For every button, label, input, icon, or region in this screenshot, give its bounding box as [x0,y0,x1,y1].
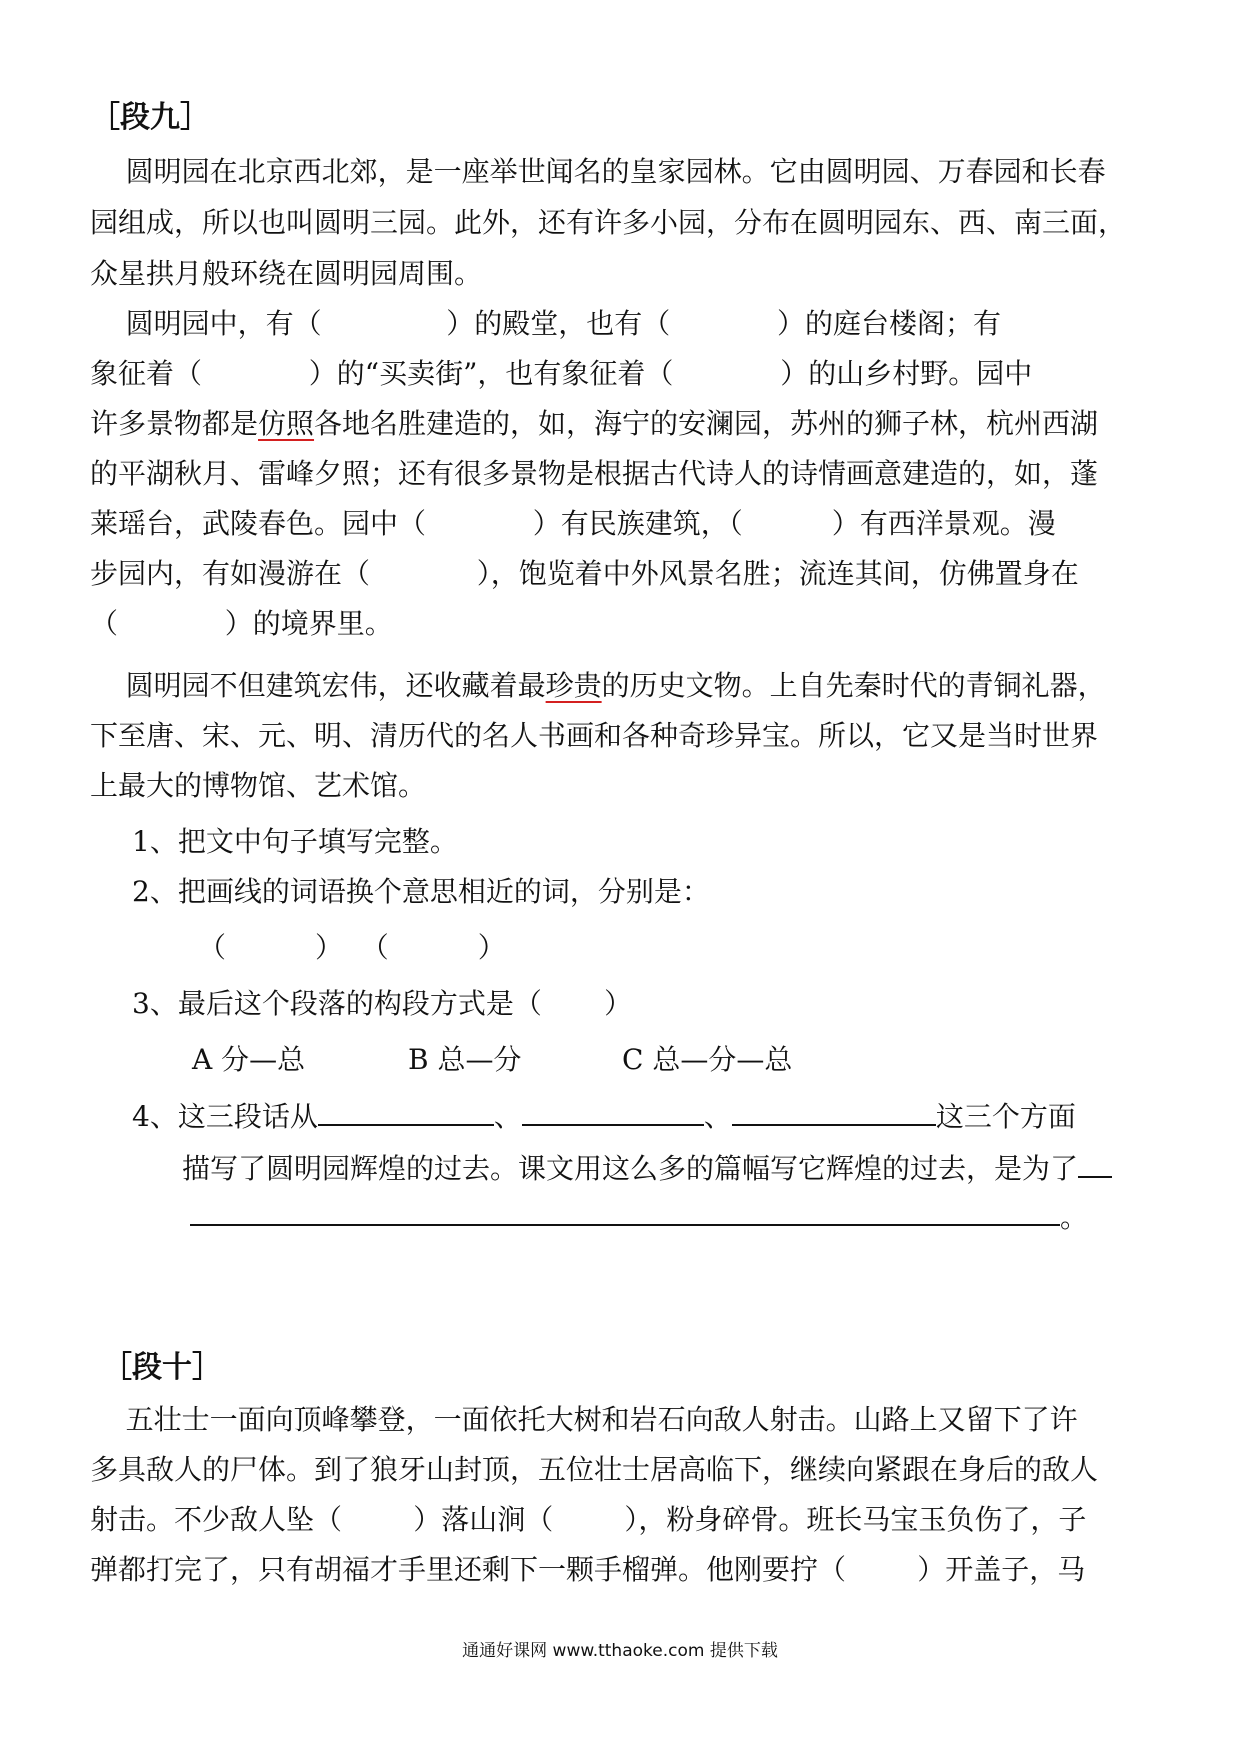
paragraph-line: 园组成，所以也叫圆明三园。此外，还有许多小园，分布在圆明园东、西、南三面， [90,206,1127,239]
underlined-word: 仿照 [258,407,315,440]
paragraph-line: 众星拱月般环绕在圆明园周围。 [90,257,483,290]
paragraph-line: 弹都打完了，只有胡福才手里还剩下一颗手榴弹。他刚要拧（ ）开盖子，马 [90,1553,1086,1586]
paragraph-line: （ ）的境界里。 [90,607,393,640]
section10-heading: ［段十］ [102,1350,222,1385]
question-1: 1、把文中句子填写完整。 [132,825,458,858]
answer-blank[interactable] [1078,1148,1112,1178]
option-c: C 总—分—总 [622,1043,793,1076]
paragraph-line: 上最大的博物馆、艺术馆。 [90,769,427,802]
text-span: 的历史文物。上自先秦时代的青铜礼器， [601,669,1106,702]
paragraph-line: 射击。不少敌人坠（ ）落山涧（ ），粉身碎骨。班长马宝玉负伤了，子 [90,1503,1087,1536]
paragraph-line: 圆明园中，有（ ）的殿堂，也有（ ）的庭台楼阁；有 [90,307,1002,340]
answer-blank[interactable] [318,1096,494,1126]
text-span: 、 [493,1100,522,1133]
footer-credit: 通通好课网 www.tthaoke.com 提供下载 [462,1641,778,1661]
paragraph-line [90,404,1098,444]
text-span: 4、这三段话从 [132,1100,318,1133]
text-span: 、 [703,1100,732,1133]
paragraph-line: 步园内，有如漫游在（ ），饱览着中外风景名胜；流连其间，仿佛置身在 [90,557,1079,590]
paragraph-line: 莱瑶台，武陵春色。园中（ ）有民族建筑，（ ）有西洋景观。漫 [90,507,1056,540]
paragraph-line: 多具敌人的尸体。到了狼牙山封顶，五位壮士居高临下，继续向紧跟在身后的敌人 [90,1453,1099,1486]
question-3: 3、最后这个段落的构段方式是（ ） [132,987,633,1020]
text-span: 许多景物都是 [90,407,259,440]
option-a: A 分—总 [192,1043,306,1076]
paragraph-line: 五壮士一面向顶峰攀登，一面依托大树和岩石向敌人射击。山路上又留下了许 [90,1403,1078,1436]
text-span: 描写了圆明园辉煌的过去。课文用这么多的篇幅写它辉煌的过去，是为了 [182,1152,1079,1185]
question-2: 2、把画线的词语换个意思相近的词，分别是： [132,875,710,908]
period: 。 [1060,1201,1089,1234]
paragraph-line: 象征着（ ）的“买卖街”，也有象征着（ ）的山乡村野。园中 [90,357,1033,390]
text-span: 这三个方面 [935,1100,1076,1133]
question-4 [132,1096,1076,1137]
underlined-word: 珍贵 [545,669,602,702]
text-span: 圆明园不但建筑宏伟，还收藏着最 [90,669,546,702]
section9-heading: ［段九］ [90,100,210,135]
paragraph-line: 下至唐、宋、元、明、清历代的名人书画和各种奇珍异宝。所以，它又是当时世界 [90,719,1099,752]
question-2-blanks: （ ） （ ） [198,931,506,964]
paragraph-line [90,666,1106,706]
answer-line[interactable] [190,1224,1060,1226]
option-b: B 总—分 [408,1043,522,1076]
question-4-line2 [182,1148,1112,1189]
paragraph-line: 的平湖秋月、雷峰夕照；还有很多景物是根据古代诗人的诗情画意建造的，如，蓬 [90,457,1099,490]
answer-blank[interactable] [732,1096,936,1126]
text-span: 各地名胜建造的，如，海宁的安澜园，苏州的狮子林，杭州西湖 [314,407,1099,440]
paragraph-line: 圆明园在北京西北郊，是一座举世闻名的皇家园林。它由圆明园、万春园和长春 [90,155,1106,188]
answer-blank[interactable] [522,1096,704,1126]
